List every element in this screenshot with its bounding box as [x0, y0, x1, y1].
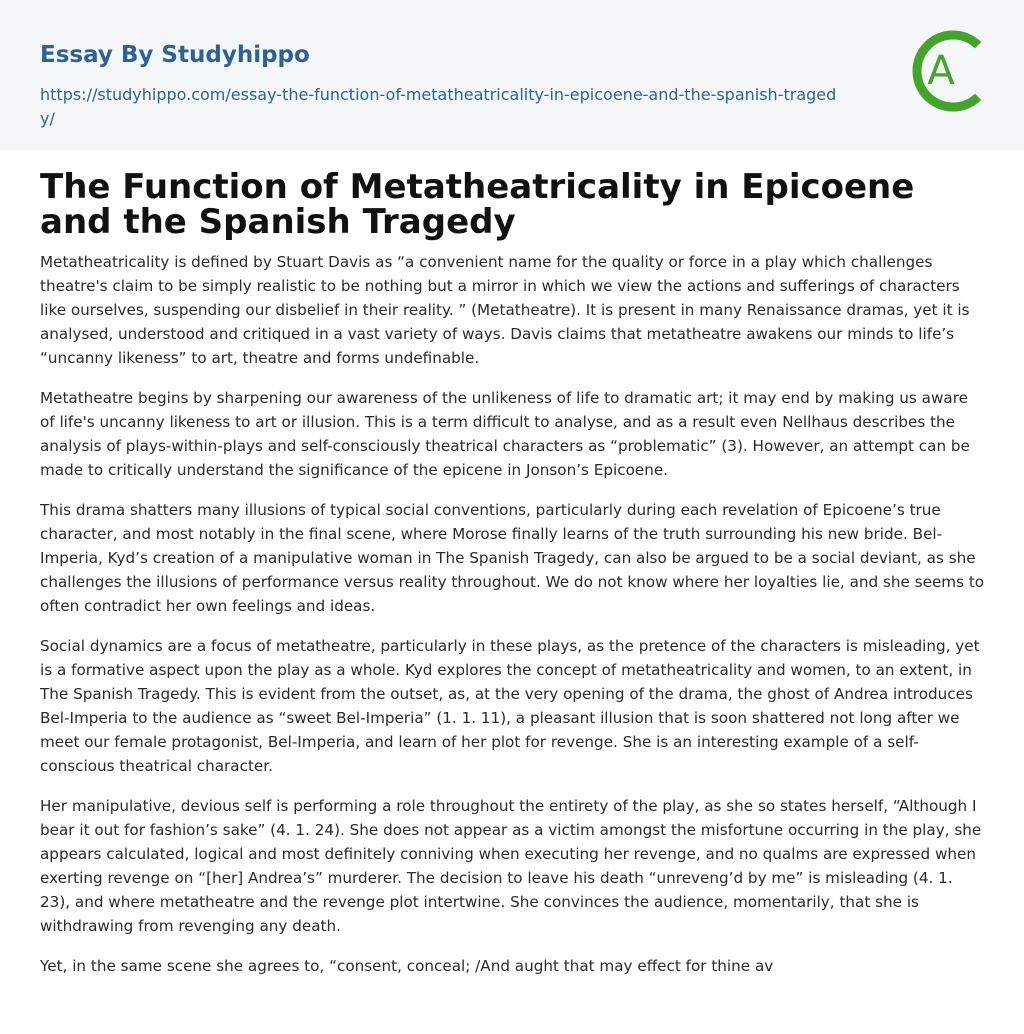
- article-paragraph: Metatheatre begins by sharpening our awareness of the unlikeness of life to dramatic art; it may end by making us aware of life's uncanny likeness to art or illusion. This is a term difficult to analyse, and as a result even Nellhaus describes the analysis of plays-within-plays and self-consciously theatrical characters as “problematic” (3). However, an attempt can be made to critically understand the significance of the epicene in Jonson’s Epicoene.: [40, 389, 970, 479]
- site-header: [0, 0, 1024, 150]
- studyhippo-logo-icon[interactable]: [906, 28, 992, 114]
- site-name[interactable]: Essay By Studyhippo: [40, 42, 310, 68]
- article-body: [40, 250, 986, 994]
- article-title: The Function of Metatheatricality in Epicoene and the Spanish Tragedy: [40, 167, 915, 242]
- article-paragraph: Metatheatricality is defined by Stuart Davis as “a convenient name for the quality or force in a play which challenges theatre's claim to be simply realistic to be nothing but a mirror in which we view the actions and sufferings of characters like ourselves, suspending our disbelief in their reality. ” (Metatheatre). It is present in many Renaissance dramas, yet it is analysed, understood and critiqued in a vast variety of ways. Davis claims that metatheatre awakens our minds to life’s “uncanny likeness” to art, theatre and forms undefinable.: [40, 253, 970, 367]
- logo-letter: A: [927, 48, 955, 94]
- article-paragraph: Social dynamics are a focus of metatheatre, particularly in these plays, as the pretence of the characters is misleading, yet is a formative aspect upon the play as a whole. Kyd explores the concept of metatheatricality and women, to an extent, in The Spanish Tragedy. This is evident from the outset, as, at the very opening of the drama, the ghost of Andrea introduces Bel-Imperia to the audience as “sweet Bel-Imperia” (1. 1. 11), a pleasant illusion that is soon shattered not long after we meet our female protagonist, Bel-Imperia, and learn of her plot for revenge. She is an interesting example of a self-conscious theatrical character.: [40, 637, 980, 775]
- article-paragraph: Her manipulative, devious self is performing a role throughout the entirety of the play, as she so states herself, “Although I bear it out for fashion’s sake” (4. 1. 24). She does not appear as a victim amongst the misfortune occurring in the play, she appears calculated, logical and most definitely conniving when executing her revenge, and no qualms are expressed when exerting revenge on “[her] Andrea’s” murderer. The decision to leave his death “unreveng’d by me” is misleading (4. 1. 23), and where metatheatre and the revenge plot intertwine. She convinces the audience, momentarily, that she is withdrawing from revenging any death.: [40, 797, 982, 935]
- article-paragraph: This drama shatters many illusions of typical social conventions, particularly during each revelation of Epicoene’s true character, and most notably in the final scene, where Morose finally learns of the truth surrounding his new bride. Bel-Imperia, Kyd’s creation of a manipulative woman in The Spanish Tragedy, can also be argued to be a social deviant, as she challenges the illusions of performance versus reality throughout. We do not know where her loyalties lie, and she seems to often contradict her own feelings and ideas.: [40, 501, 985, 615]
- article-paragraph: Yet, in the same scene she agrees to, “consent, conceal; /And aught that may effect for thine av: [40, 957, 774, 975]
- essay-url-link[interactable]: https://studyhippo.com/essay-the-function-of-metatheatricality-in-epicoene-and-the-spanish-tragedy/: [40, 85, 837, 128]
